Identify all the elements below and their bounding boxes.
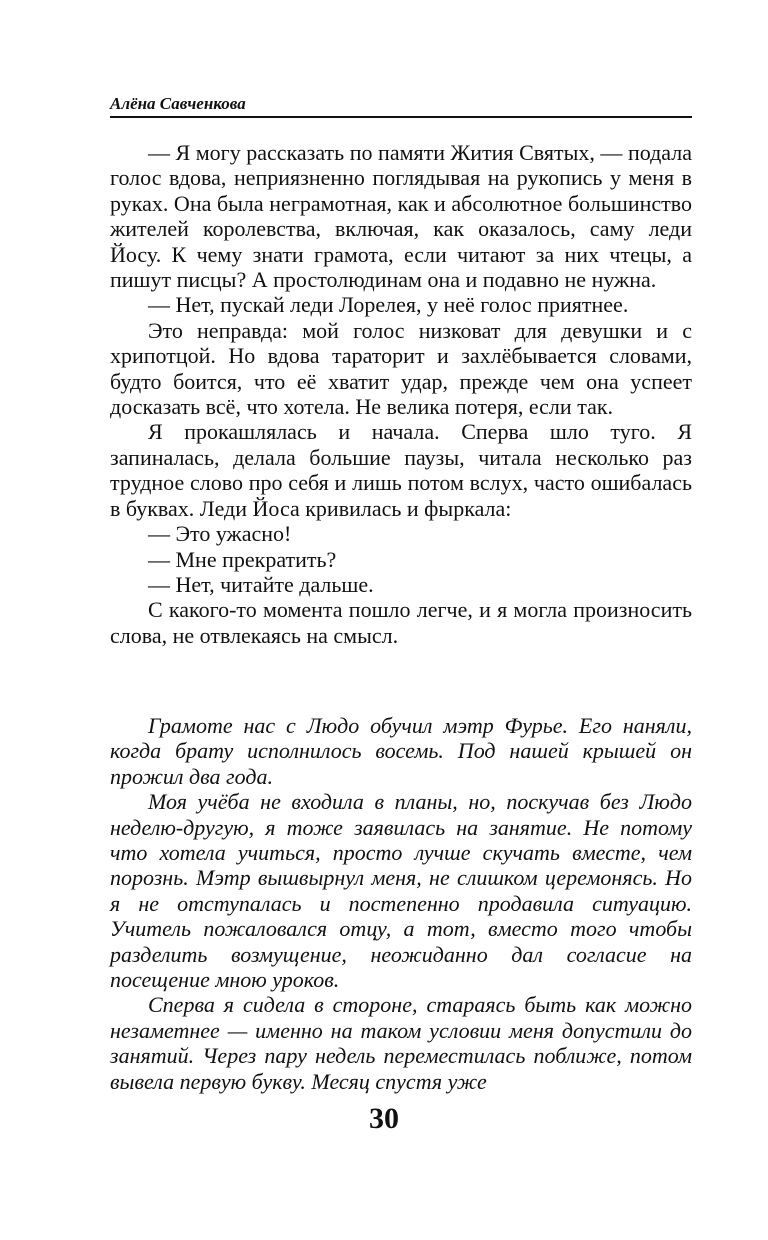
- italic-paragraph: Сперва я сидела в стороне, стараясь быть как можно незаметнее — именно на таком условии меня допустили до занятий. Через пару недель переместилась поближе, потом вывела первую букву. Месяц спустя уже: [110, 992, 692, 1094]
- header-rule: [110, 116, 692, 118]
- italic-paragraph: Грамоте нас с Людо обучил мэтр Фурье. Его наняли, когда брату исполнилось восемь. Под нашей крышей он прожил два года.: [110, 713, 692, 789]
- paragraph: — Нет, читайте дальше.: [148, 571, 374, 597]
- flashback-text: [110, 713, 692, 1094]
- paragraph: — Я могу рассказать по памяти Жития Святых, — подала голос вдова, неприязненно поглядывая на рукопись у меня в руках. Она была неграмотная, как и абсолютное большинство жителей королевства, включая, как оказалось, саму леди Йосу. К чему знати грамота, если читают за них чтецы, а пишут писцы? А простолюдинам она и подавно не нужна.: [110, 140, 692, 293]
- italic-paragraph: Моя учёба не входила в планы, но, поскучав без Людо неделю-другую, я тоже заявилась на занятие. Не потому что хотела учиться, просто лучше скучать вместе, чем порознь. Мэтр вышвырнул меня, не слишком церемонясь. Но я не отступалась и постепенно продавила ситуацию. Учитель пожаловался отцу, а тот, вместо того чтобы разделить возмущение, неожиданно дал согласие на посещение мною уроков.: [110, 789, 692, 993]
- page-number: 30: [369, 1102, 399, 1135]
- paragraph: — Мне прекратить?: [148, 546, 337, 572]
- main-text: [110, 140, 692, 648]
- paragraph: С какого-то момента пошло легче, и я могла произносить слова, не отвлекаясь на смысл.: [110, 597, 692, 648]
- running-head-author: Алёна Савченкова: [110, 94, 246, 113]
- paragraph: Я прокашлялась и начала. Сперва шло туго. Я запиналась, делала большие паузы, читала несколько раз трудное слово про себя и лишь потом вслух, часто ошибалась в буквах. Леди Йоса кривилась и фыркала:: [110, 419, 692, 521]
- paragraph: Это неправда: мой голос низковат для девушки и с хрипотцой. Но вдова тараторит и захлёбывается словами, будто боится, что её хватит удар, прежде чем она успеет досказать всё, что хотела. Не велика потеря, если так.: [110, 317, 692, 420]
- paragraph: — Это ужасно!: [148, 521, 292, 547]
- paragraph: — Нет, пускай леди Лорелея, у неё голос приятнее.: [148, 292, 629, 318]
